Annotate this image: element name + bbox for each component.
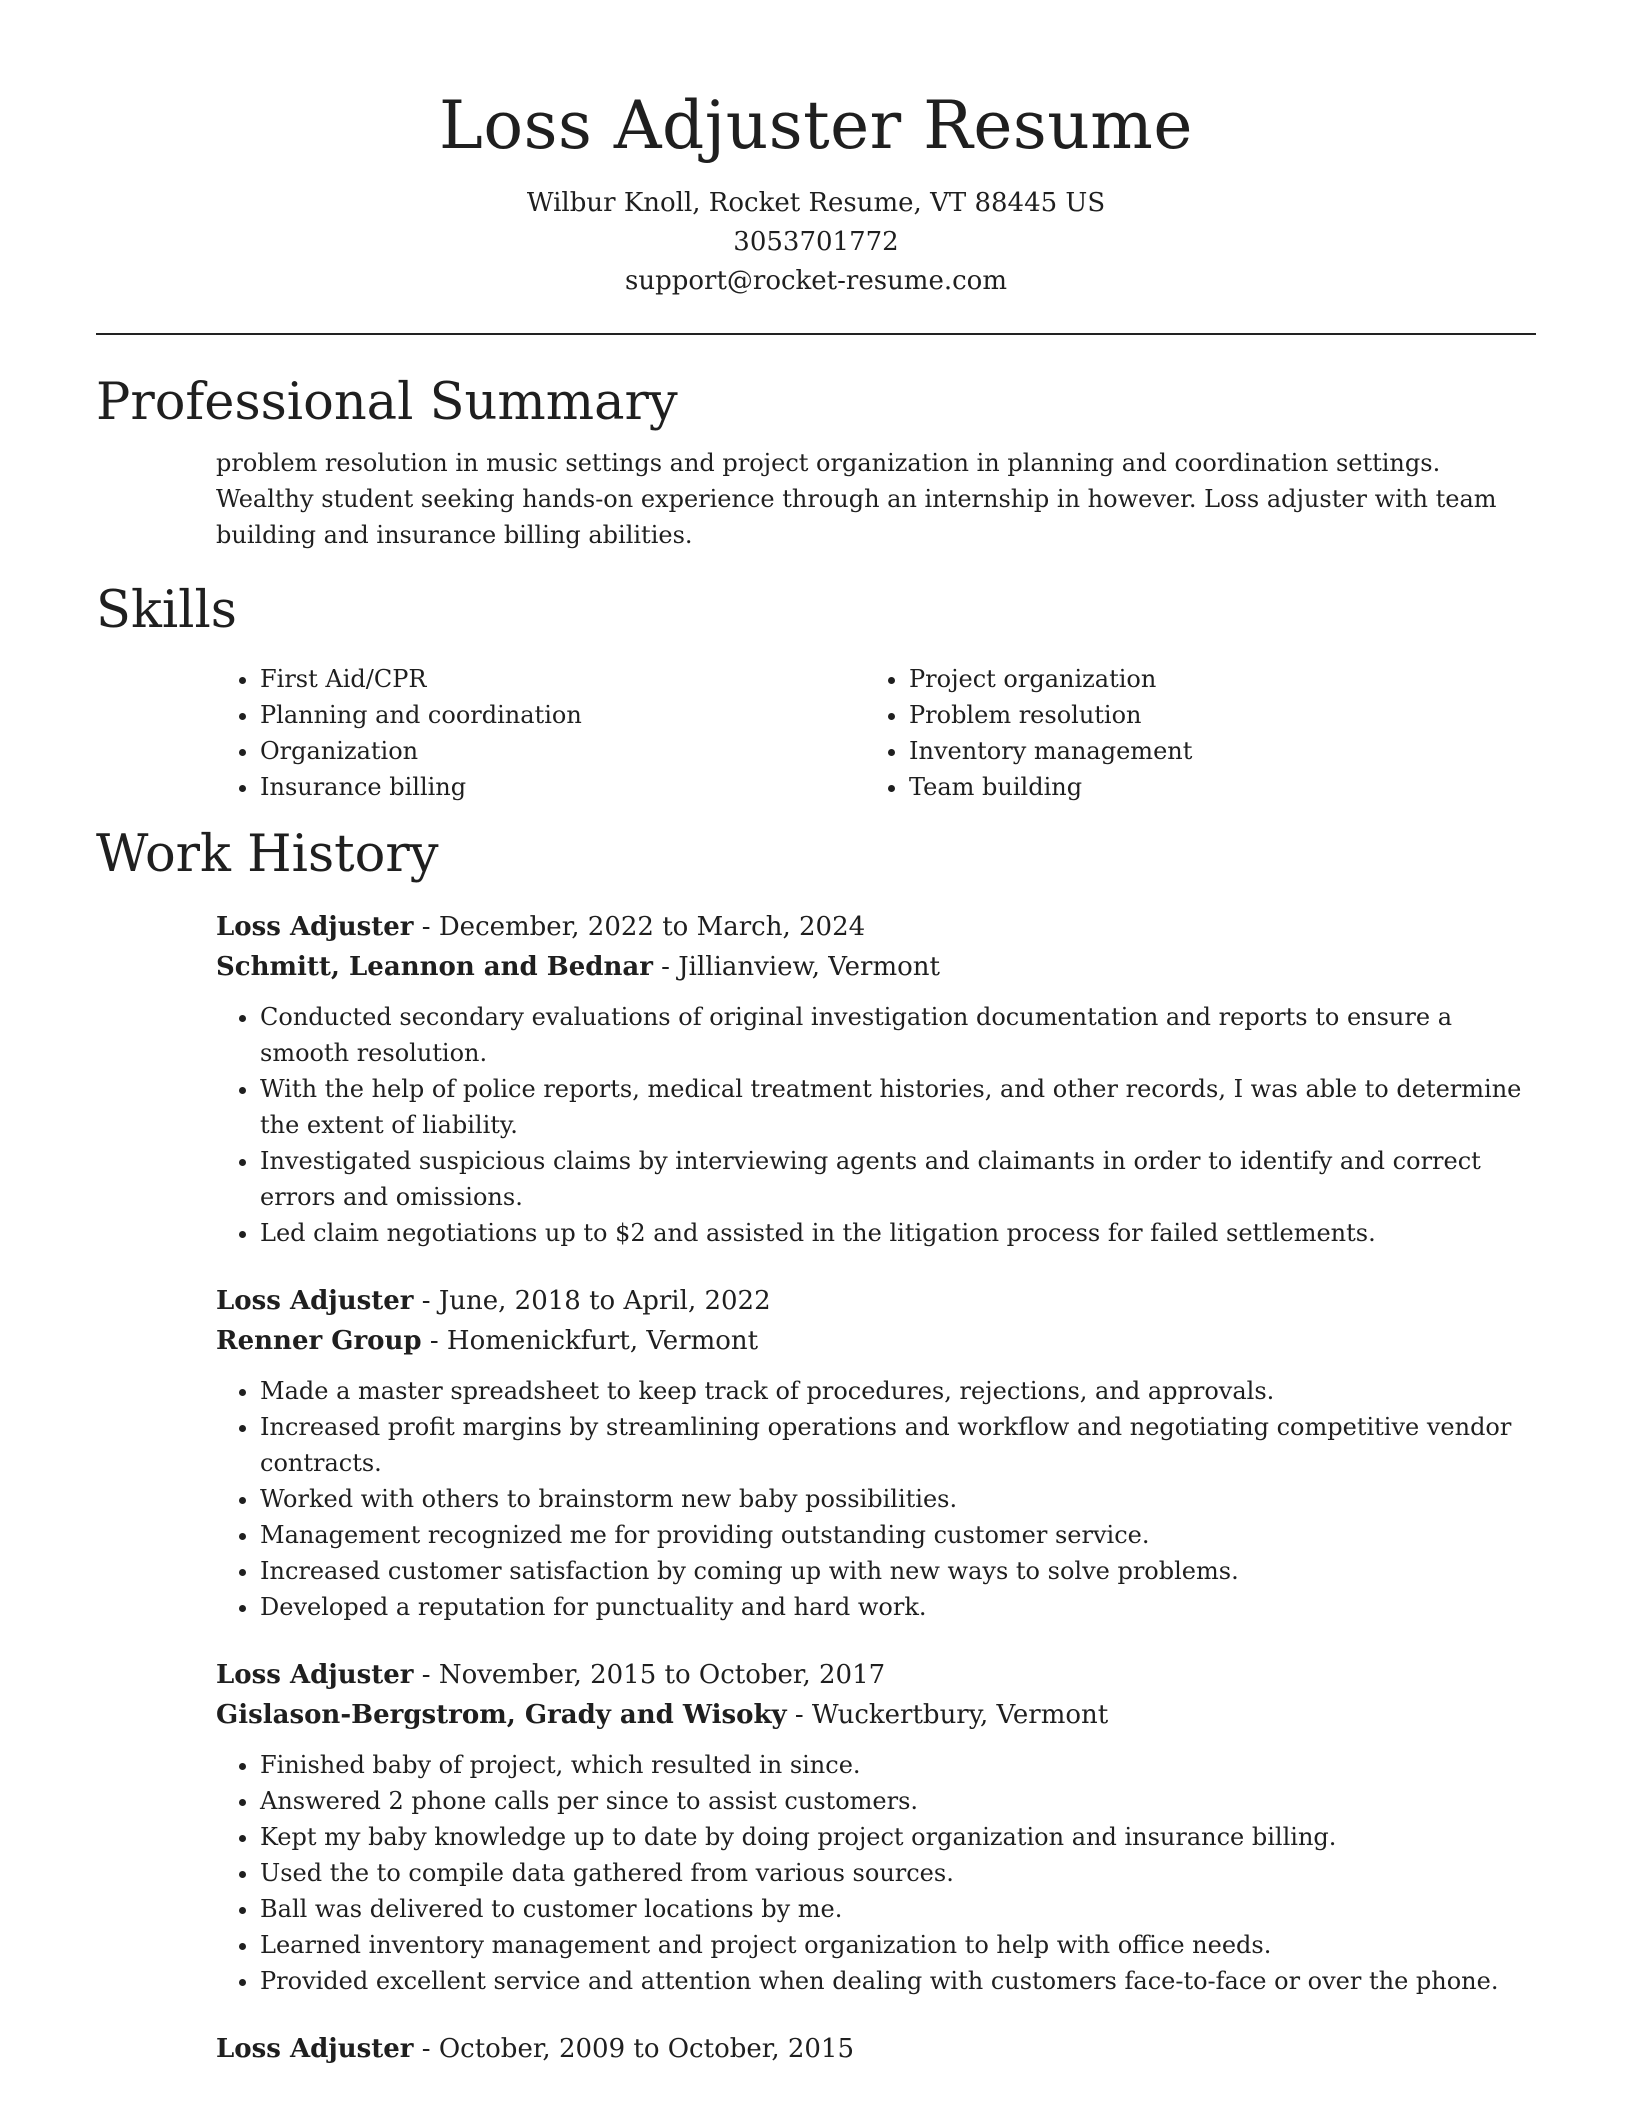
job-title: Loss Adjuster: [216, 1286, 414, 1316]
summary-heading: Professional Summary: [96, 373, 678, 432]
job-bullet: • Led claim negotiations up to $2 and assisted in the litigation process for failed settlements.: [260, 1215, 1536, 1251]
job-bullet: • Made a master spreadsheet to keep track of procedures, rejections, and approvals.: [260, 1373, 1536, 1409]
job-bullet: • Worked with others to brainstorm new baby possibilities.: [260, 1481, 1536, 1517]
job-title: Loss Adjuster: [216, 912, 414, 942]
job-dates: - November, 2015 to October, 2017: [413, 1660, 886, 1690]
job-dates: - June, 2018 to April, 2022: [413, 1286, 771, 1316]
contact-address: Wilbur Knoll, Rocket Resume, VT 88445 US: [526, 188, 1106, 218]
header-divider: [96, 333, 1536, 335]
job-bullet: • Answered 2 phone calls per since to assist customers.: [260, 1783, 1536, 1819]
job-dates: - December, 2022 to March, 2024: [413, 912, 866, 942]
job-title-line: [216, 1655, 1536, 1695]
job-title-line: [216, 2029, 1536, 2069]
job-entry: [216, 907, 1536, 1251]
job-bullet: • Kept my baby knowledge up to date by doing project organization and insurance billing.: [260, 1819, 1536, 1855]
job-entry: [216, 1281, 1536, 1625]
job-bullet: • Increased customer satisfaction by coming up with new ways to solve problems.: [260, 1553, 1536, 1589]
job-company: Gislason-Bergstrom, Grady and Wisoky: [216, 1700, 787, 1730]
job-bullet: • Finished baby of project, which resulted in since.: [260, 1747, 1536, 1783]
job-company-line: [216, 1695, 1536, 1735]
job-bullet: • Investigated suspicious claims by interviewing agents and claimants in order to identify and correct errors and omissions.: [260, 1143, 1536, 1215]
job-title-line: [216, 1281, 1536, 1321]
skill-item: • Project organization: [909, 661, 1514, 697]
resume-title: Loss Adjuster Resume: [439, 87, 1193, 164]
skill-item: • Inventory management: [909, 733, 1514, 769]
job-entry: [216, 1655, 1536, 1999]
job-bullet: • Management recognized me for providing outstanding customer service.: [260, 1517, 1536, 1553]
job-company: Schmitt, Leannon and Bednar: [216, 952, 653, 982]
job-company: Renner Group: [216, 1326, 422, 1356]
skill-item: • Planning and coordination: [260, 697, 865, 733]
job-company-line: [216, 947, 1536, 987]
job-company-line: [216, 1321, 1536, 1361]
job-bullet: • Developed a reputation for punctuality and hard work.: [260, 1589, 1536, 1625]
job-title: Loss Adjuster: [216, 2034, 414, 2064]
job-entry: [216, 2029, 1536, 2069]
contact-info: [96, 184, 1536, 301]
job-location: - Wuckertbury, Vermont: [786, 1700, 1109, 1730]
skill-item: • Organization: [260, 733, 865, 769]
job-title: Loss Adjuster: [216, 1660, 414, 1690]
job-location: - Jillianview, Vermont: [652, 952, 940, 982]
job-bullet: • Increased profit margins by streamlining operations and workflow and negotiating competitive vendor contracts.: [260, 1409, 1536, 1481]
skill-item: • Team building: [909, 769, 1514, 805]
summary-text: problem resolution in music settings and project organization in planning and coordination settings. Wealthy student seeking hands-on experience through an internship in however. Loss adjuster with team building and insurance billing abilities.: [216, 449, 1497, 549]
job-bullets: [216, 1373, 1536, 1625]
skill-item: • Insurance billing: [260, 769, 865, 805]
job-bullets: [216, 1747, 1536, 1999]
skills-heading: Skills: [96, 581, 237, 640]
resume-page: [96, 0, 1536, 2069]
resume-header: [96, 0, 1536, 301]
job-bullet: • Provided excellent service and attention when dealing with customers face-to-face or over the phone.: [260, 1963, 1536, 1999]
work-history-heading: Work History: [96, 825, 439, 884]
job-dates: - October, 2009 to October, 2015: [413, 2034, 855, 2064]
job-bullet: • Used the to compile data gathered from various sources.: [260, 1855, 1536, 1891]
job-location: - Homenickfurt, Vermont: [421, 1326, 759, 1356]
skills-list: [216, 661, 1536, 805]
job-bullets: [216, 999, 1536, 1251]
skills-column-right: [865, 661, 1514, 805]
skill-item: • Problem resolution: [909, 697, 1514, 733]
job-bullet: • With the help of police reports, medical treatment histories, and other records, I was able to determine the extent of liability.: [260, 1071, 1536, 1143]
job-bullet: • Ball was delivered to customer locations by me.: [260, 1891, 1536, 1927]
contact-email: support@rocket-resume.com: [624, 266, 1007, 296]
skill-item: • First Aid/CPR: [260, 661, 865, 697]
job-bullet: • Learned inventory management and project organization to help with office needs.: [260, 1927, 1536, 1963]
skills-column-left: [216, 661, 865, 805]
job-bullet: • Conducted secondary evaluations of original investigation documentation and reports to ensure a smooth resolution.: [260, 999, 1536, 1071]
contact-phone: 3053701772: [733, 227, 899, 257]
job-title-line: [216, 907, 1536, 947]
